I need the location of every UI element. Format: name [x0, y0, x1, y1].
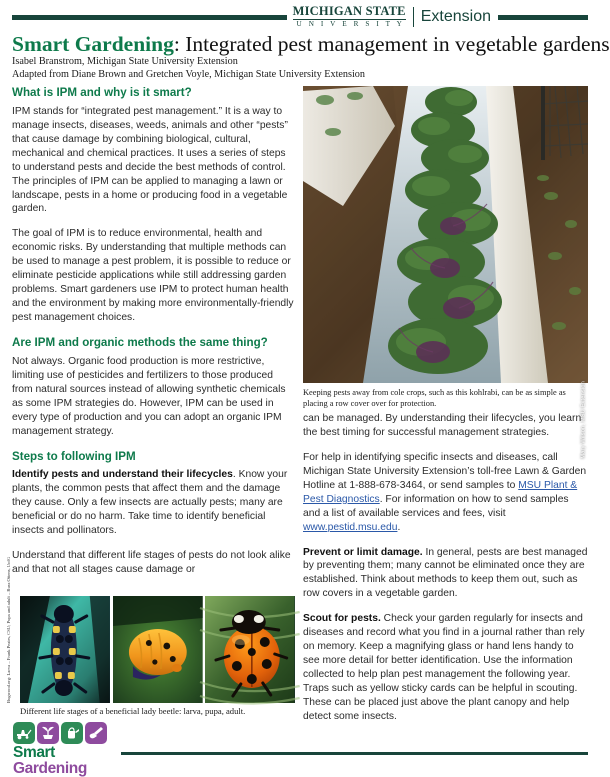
masthead-rule-left	[12, 15, 287, 20]
lawn-mower-glyph	[16, 727, 32, 740]
watering-can-glyph	[64, 726, 80, 740]
beetle-photos-credit: Bugwood.org: Larva – Frank Peairs, CSU; Pupa and adult – Russ Ottens, UofG	[6, 556, 11, 703]
beetle-photo-strip	[20, 596, 295, 703]
byline-author: Isabel Branstrom, Michigan State University Extension	[12, 56, 238, 67]
heading-ipm-vs-organic: Are IPM and organic methods the same thing?	[12, 335, 268, 349]
paragraph-help-identifying	[303, 451, 588, 535]
paragraph-ipm-definition: IPM stands for “integrated pest management.” It is a way to manage insects, diseases, weeds, animals and other “pests” that cause damage by combining biological, cultural, mechanical and chemical practices. It uses a series of steps to understand pests and decide the best methods of control. The principles of IPM can be applied to managing a lawn or landscape, pests in a home or producing food in a vegetable garden.	[12, 105, 288, 215]
wordmark-smart: Smart	[13, 744, 55, 761]
hero-photo-illustration	[303, 86, 588, 383]
right-column	[303, 412, 588, 724]
msu-wordmark-top: MICHIGAN STATE	[292, 4, 406, 19]
hero-photo	[303, 86, 588, 383]
lead-in-prevent-damage: Prevent or limit damage.	[303, 546, 423, 558]
beetle-photo-larva	[20, 596, 110, 703]
heading-what-is-ipm: What is IPM and why is it smart?	[12, 86, 192, 99]
msu-wordmark	[293, 5, 406, 28]
seedling-glyph	[40, 726, 56, 740]
byline	[12, 55, 482, 82]
extension-wordmark: Extension	[420, 7, 491, 25]
lawn-mower-icon	[13, 722, 35, 744]
paragraph-help-text-b: . For information on how to send samples and a list of available services and fees, visit	[303, 493, 569, 519]
masthead-divider	[413, 7, 414, 27]
page-title	[12, 32, 610, 56]
paragraph-identify-pests	[12, 468, 295, 538]
paragraph-scout-for-pests-text: Check your garden regularly for insects and diseases and record what you find in a journal rather than rely on memory. Keep a magnifying glass or hand lens handy to see more detail for better identification. Use the information collected to help plan pest management the following year. Traps such as yellow sticky cards can be helpful in scouting. These can be placed just above the plant canopy and help detect some insects.	[303, 613, 585, 722]
paragraph-prevent-damage-text: In general, pests are best managed by preventing them; many cannot be eliminated once they are established. Think about methods to keep them out, such as row covers in a vegetable garden.	[303, 546, 588, 600]
paragraph-life-stages: Understand that different life stages of pests do not look alike and that not all stages cause damage or	[12, 550, 291, 576]
smart-gardening-logo	[13, 722, 128, 776]
smart-gardening-icon-row	[13, 722, 128, 744]
left-column	[12, 86, 295, 577]
paragraph-help-text-a: For help in identifying specific insects and diseases, call Michigan State University Extension’s toll-free Lawn & Garden Hotline at 1-888-678-3464, or send samples to	[303, 451, 587, 491]
shovel-icon	[85, 722, 107, 744]
hero-photo-credit: Mary Wilson, MSU Extension	[581, 381, 587, 459]
adult-illustration	[205, 596, 295, 703]
beetle-photo-pupa	[113, 596, 203, 703]
msu-extension-masthead	[0, 4, 600, 30]
masthead-rule-right	[498, 15, 588, 20]
shovel-glyph	[88, 726, 104, 740]
footer-rule	[121, 752, 588, 755]
watering-can-icon	[61, 722, 83, 744]
page-title-separator: :	[173, 32, 186, 56]
pupa-illustration	[113, 596, 203, 703]
msu-wordmark-bottom: U N I V E R S I T Y	[296, 20, 405, 29]
paragraph-ipm-goal: The goal of IPM is to reduce environmental, health and economic risks. By understanding that multiple methods can be used to manage a pest problem, it is possible to reduce or eliminate pesticide applications while still addressing garden problems. Smart gardeners use IPM to protect human health and the environment by making more environmentally-friendly pest management choices.	[12, 228, 294, 324]
page-title-brand: Smart Gardening	[12, 32, 174, 56]
paragraph-scout-for-pests	[303, 612, 588, 724]
smart-gardening-wordmark	[13, 745, 128, 776]
byline-adapted-from: Adapted from Diane Brown and Gretchen Voyle, Michigan State University Extension	[12, 69, 365, 81]
lead-in-scout-for-pests: Scout for pests.	[303, 613, 381, 625]
wordmark-gardening: Gardening	[13, 759, 87, 777]
page-title-subject: Integrated pest management in vegetable gardens	[185, 32, 610, 56]
beetle-photo-adult	[205, 596, 295, 703]
hero-photo-caption: Keeping pests away from cole crops, such as this kohlrabi, can be as simple as placing a row cover over for protection.	[303, 388, 566, 409]
paragraph-prevent-limit-damage	[303, 546, 588, 602]
lead-in-identify-pests: Identify pests and understand their lifecycles	[12, 469, 233, 481]
heading-steps-to-following-ipm: Steps to following IPM	[12, 449, 136, 463]
larva-illustration	[20, 596, 110, 703]
link-msu-plant-pest-diagnostics[interactable]: MSU Plant & Pest Diagnostics	[303, 479, 578, 505]
link-pestid-msu-edu[interactable]: www.pestid.msu.edu	[303, 521, 398, 533]
beetle-photos-caption: Different life stages of a beneficial lady beetle: larva, pupa, adult.	[20, 706, 246, 716]
seedling-icon	[37, 722, 59, 744]
paragraph-identify-pests-text: . Know your plants, the common pests that affect them and the damage they cause. Only a few insects are actually pests; many are beneficial or do no harm. Take time to identify beneficial insects and pollinators.	[12, 469, 288, 537]
paragraph-help-text-c: .	[397, 521, 401, 533]
msu-logo-lockup	[293, 5, 491, 28]
paragraph-organic-answer: Not always. Organic food production is more restrictive, limiting use of pesticides and fertilizers to those produced from natural sources instead of allowing synthetic chemicals as some IPM strategies do. However, IPM can be used in every type of production and you can adopt an organic IPM management strategy.	[12, 355, 286, 437]
paragraph-lifecycle-timing: can be managed. By understanding their lifecycles, you learn the best timing for successful management strategies.	[303, 413, 582, 438]
